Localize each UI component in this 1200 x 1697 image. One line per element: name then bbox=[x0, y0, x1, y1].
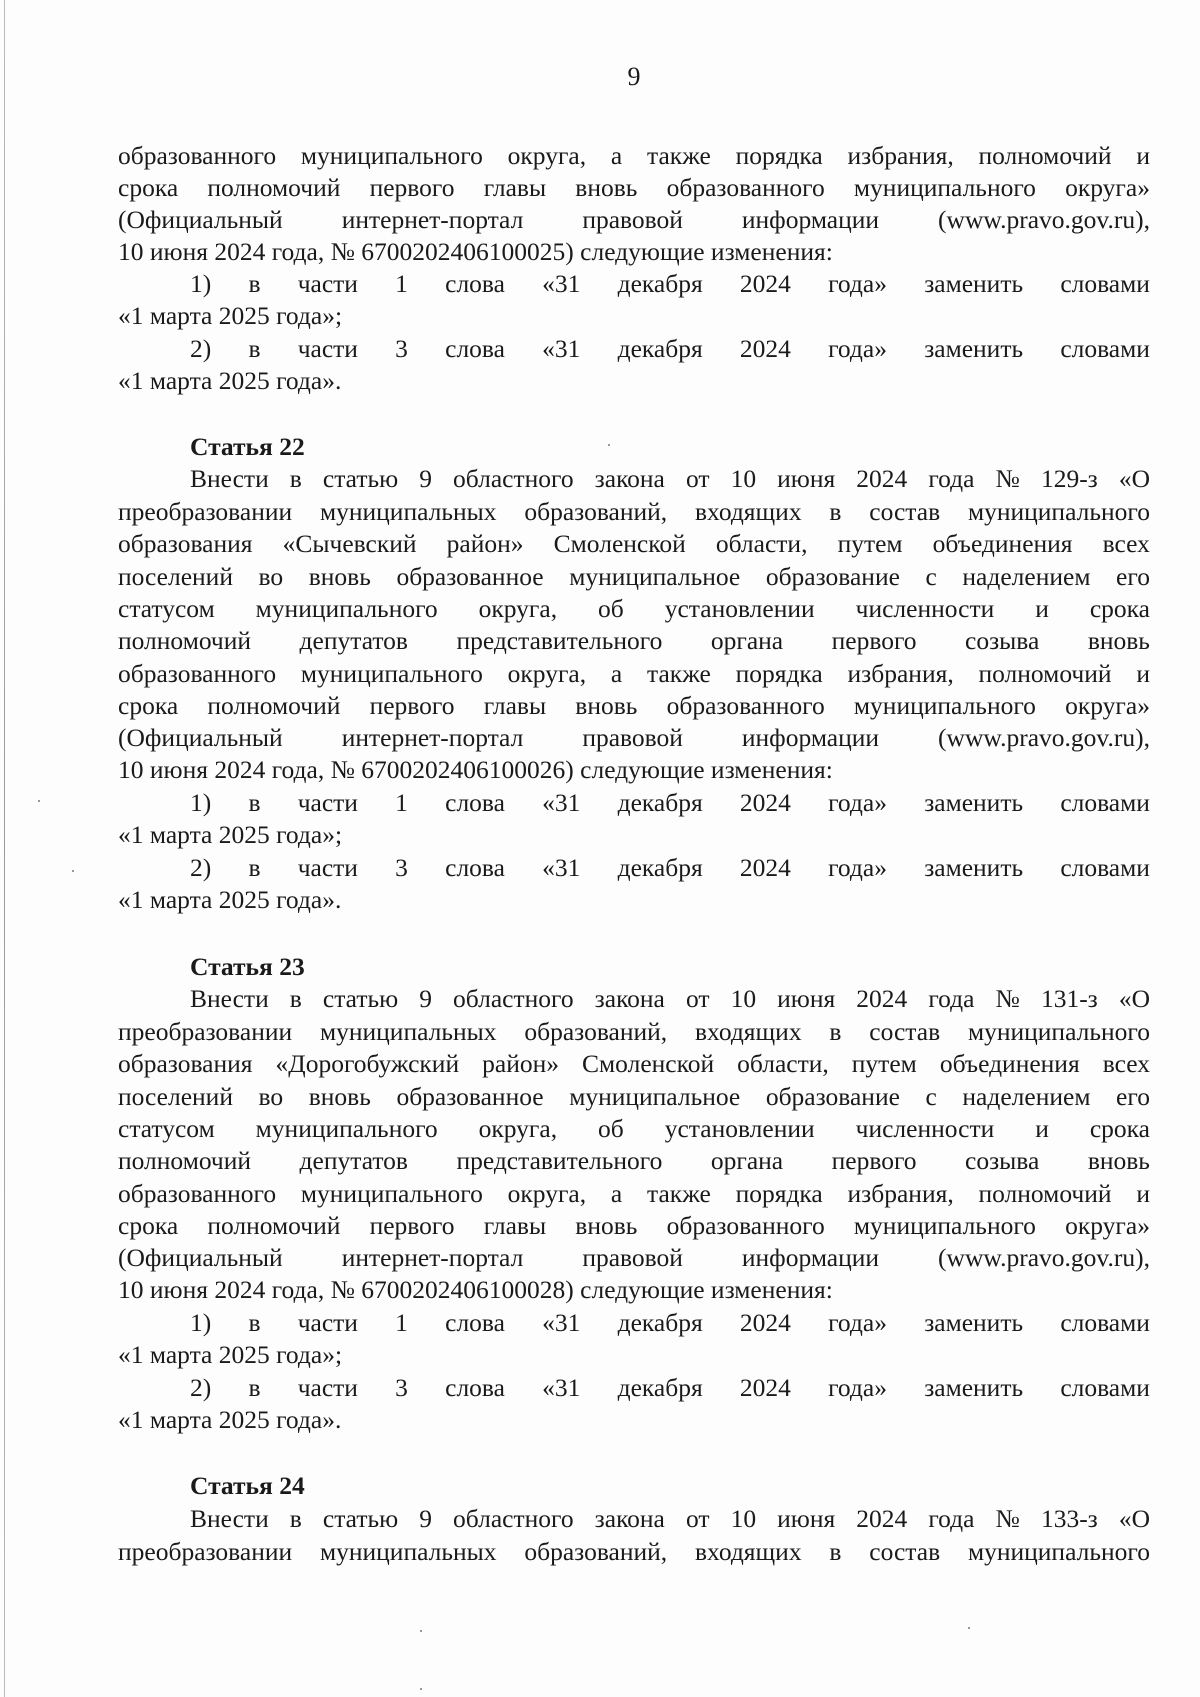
body-line: полномочий депутатов представительного органа первого созыва вновь bbox=[118, 626, 1150, 655]
body-line: Внести в статью 9 областного закона от 10 июня 2024 года № 131-з «О bbox=[190, 984, 1150, 1013]
body-line: Внести в статью 9 областного закона от 10 июня 2024 года № 129-з «О bbox=[190, 464, 1150, 493]
body-line: 10 июня 2024 года, № 6700202406100028) следующие изменения: bbox=[118, 1275, 833, 1304]
body-line: образованного муниципального округа, а также порядка избрания, полномочий и bbox=[118, 1179, 1150, 1208]
body-line: 10 июня 2024 года, № 6700202406100026) следующие изменения: bbox=[118, 755, 833, 784]
body-line: статусом муниципального округа, об установлении численности и срока bbox=[118, 594, 1150, 623]
article-heading: Статья 24 bbox=[190, 1471, 305, 1500]
body-line: поселений во вновь образованное муниципальное образование с наделением его bbox=[118, 562, 1150, 591]
list-item-line: «1 марта 2025 года»; bbox=[118, 820, 343, 849]
scan-speck bbox=[968, 1627, 970, 1629]
body-line: (Официальный интернет-портал правовой информации (www.pravo.gov.ru), bbox=[118, 1243, 1150, 1272]
scan-speck bbox=[38, 800, 40, 802]
body-line: образования «Дорогобужский район» Смоленской области, путем объединения всех bbox=[118, 1049, 1150, 1078]
body-line: образованного муниципального округа, а также порядка избрания, полномочий и bbox=[118, 141, 1150, 170]
body-line: образованного муниципального округа, а также порядка избрания, полномочий и bbox=[118, 659, 1150, 688]
body-line: срока полномочий первого главы вновь образованного муниципального округа» bbox=[118, 691, 1150, 720]
page-number: 9 bbox=[627, 62, 641, 91]
body-line: полномочий депутатов представительного органа первого созыва вновь bbox=[118, 1146, 1150, 1175]
body-line: поселений во вновь образованное муниципальное образование с наделением его bbox=[118, 1082, 1150, 1111]
list-item-line: «1 марта 2025 года». bbox=[118, 1405, 342, 1434]
scan-speck bbox=[608, 444, 610, 446]
scan-edge bbox=[4, 0, 5, 1697]
list-item-line: «1 марта 2025 года»; bbox=[118, 1340, 343, 1369]
body-line: преобразовании муниципальных образований, входящих в состав муниципального bbox=[118, 1017, 1150, 1046]
body-line: 10 июня 2024 года, № 6700202406100025) следующие изменения: bbox=[118, 237, 833, 266]
scan-speck bbox=[420, 1688, 422, 1690]
body-line: Внести в статью 9 областного закона от 10 июня 2024 года № 133-з «О bbox=[190, 1504, 1150, 1533]
body-line: преобразовании муниципальных образований, входящих в состав муниципального bbox=[118, 497, 1150, 526]
body-line: (Официальный интернет-портал правовой информации (www.pravo.gov.ru), bbox=[118, 205, 1150, 234]
body-line: (Официальный интернет-портал правовой информации (www.pravo.gov.ru), bbox=[118, 723, 1150, 752]
list-item-line: «1 марта 2025 года». bbox=[118, 885, 342, 914]
scan-speck bbox=[420, 1630, 422, 1632]
article-heading: Статья 22 bbox=[190, 432, 305, 461]
list-item-line: 2) в части 3 слова «31 декабря 2024 года» заменить словами bbox=[190, 334, 1150, 363]
list-item-line: «1 марта 2025 года». bbox=[118, 366, 342, 395]
body-line: образования «Сычевский район» Смоленской области, путем объединения всех bbox=[118, 529, 1150, 558]
body-line: статусом муниципального округа, об установлении численности и срока bbox=[118, 1114, 1150, 1143]
body-line: преобразовании муниципальных образований, входящих в состав муниципального bbox=[118, 1537, 1150, 1566]
list-item-line: 2) в части 3 слова «31 декабря 2024 года» заменить словами bbox=[190, 1373, 1150, 1402]
list-item-line: 1) в части 1 слова «31 декабря 2024 года» заменить словами bbox=[190, 269, 1150, 298]
article-heading: Статья 23 bbox=[190, 952, 305, 981]
list-item-line: 1) в части 1 слова «31 декабря 2024 года» заменить словами bbox=[190, 1308, 1150, 1337]
list-item-line: 1) в части 1 слова «31 декабря 2024 года» заменить словами bbox=[190, 788, 1150, 817]
scan-speck bbox=[72, 870, 74, 872]
body-line: срока полномочий первого главы вновь образованного муниципального округа» bbox=[118, 1211, 1150, 1240]
list-item-line: «1 марта 2025 года»; bbox=[118, 301, 343, 330]
body-line: срока полномочий первого главы вновь образованного муниципального округа» bbox=[118, 173, 1150, 202]
list-item-line: 2) в части 3 слова «31 декабря 2024 года» заменить словами bbox=[190, 853, 1150, 882]
